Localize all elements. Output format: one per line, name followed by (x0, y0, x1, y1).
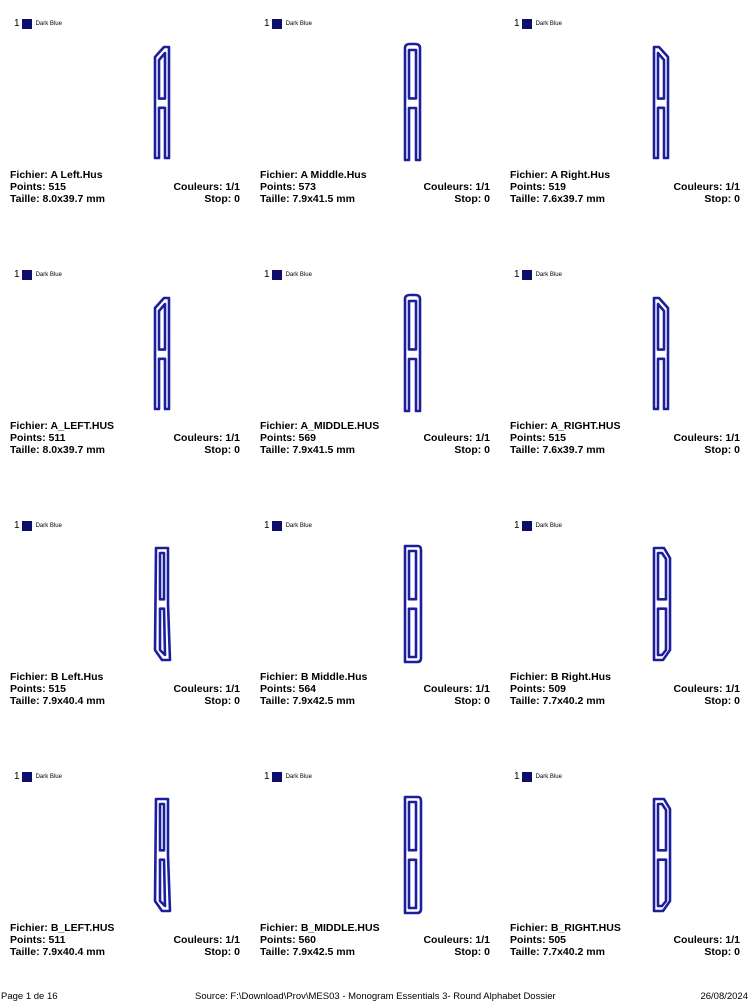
color-name: Dark Blue (535, 523, 562, 529)
file-name: Fichier: A Left.Hus (10, 169, 103, 181)
color-swatch (272, 772, 282, 782)
color-index: 1 (514, 520, 520, 531)
page-footer (0, 990, 750, 1003)
design-size: Taille: 7.7x40.2 mm (510, 946, 605, 958)
design-info (510, 420, 740, 456)
color-index: 1 (264, 771, 270, 782)
design-card (250, 502, 500, 753)
design-size: Taille: 7.9x42.5 mm (260, 946, 355, 958)
stop-count: Stop: 0 (704, 444, 740, 456)
design-info (510, 671, 740, 707)
colors-count: Couleurs: 1/1 (173, 934, 240, 946)
stop-count: Stop: 0 (704, 946, 740, 958)
color-swatch (522, 19, 532, 29)
design-size: Taille: 7.9x40.4 mm (10, 695, 105, 707)
colors-count: Couleurs: 1/1 (673, 934, 740, 946)
embroidery-letter-b-right (650, 546, 680, 667)
stitch-points: Points: 515 (10, 683, 67, 695)
color-index: 1 (514, 771, 520, 782)
color-swatch (22, 270, 32, 280)
color-name: Dark Blue (535, 21, 562, 27)
color-legend (514, 18, 562, 30)
design-card (250, 0, 500, 251)
color-legend (514, 771, 562, 783)
color-swatch (22, 772, 32, 782)
color-name: Dark Blue (35, 272, 62, 278)
file-name: Fichier: A Middle.Hus (260, 169, 367, 181)
embroidery-letter-b-right (650, 797, 680, 918)
color-index: 1 (264, 18, 270, 29)
design-size: Taille: 7.9x41.5 mm (260, 444, 355, 456)
design-card (0, 502, 250, 753)
stitch-points: Points: 564 (260, 683, 317, 695)
source-path: Source: F:\Download\Prov\MES03 - Monogram Essentials 3- Round Alphabet Dossier (195, 991, 556, 1002)
stitch-points: Points: 511 (10, 934, 66, 946)
colors-count: Couleurs: 1/1 (423, 683, 490, 695)
color-index: 1 (14, 269, 20, 280)
color-legend (14, 520, 62, 532)
design-card (250, 753, 500, 1004)
design-size: Taille: 8.0x39.7 mm (10, 193, 105, 205)
color-legend (14, 18, 62, 30)
file-name: Fichier: A_LEFT.HUS (10, 420, 115, 432)
file-name: Fichier: A_RIGHT.HUS (510, 420, 621, 432)
colors-count: Couleurs: 1/1 (423, 181, 490, 193)
design-info (510, 922, 740, 958)
stop-count: Stop: 0 (204, 193, 240, 205)
color-legend (14, 269, 62, 281)
colors-count: Couleurs: 1/1 (173, 181, 240, 193)
print-date: 26/08/2024 (700, 991, 748, 1002)
design-info (10, 671, 240, 707)
design-size: Taille: 7.6x39.7 mm (510, 193, 605, 205)
color-legend (14, 771, 62, 783)
stop-count: Stop: 0 (704, 193, 740, 205)
embroidery-letter-b-left (150, 546, 180, 667)
stitch-points: Points: 515 (10, 181, 67, 193)
color-legend (514, 269, 562, 281)
colors-count: Couleurs: 1/1 (423, 432, 490, 444)
colors-count: Couleurs: 1/1 (173, 683, 240, 695)
stop-count: Stop: 0 (204, 444, 240, 456)
design-card (0, 251, 250, 502)
file-name: Fichier: B Middle.Hus (260, 671, 368, 683)
color-swatch (272, 19, 282, 29)
design-card (0, 0, 250, 251)
file-name: Fichier: B Right.Hus (510, 671, 611, 683)
file-name: Fichier: B_LEFT.HUS (10, 922, 115, 934)
embroidery-letter-a-middle (400, 293, 430, 418)
design-info (260, 169, 490, 205)
color-index: 1 (514, 18, 520, 29)
color-name: Dark Blue (35, 523, 62, 529)
design-size: Taille: 7.9x40.4 mm (10, 946, 105, 958)
file-name: Fichier: B_MIDDLE.HUS (260, 922, 380, 934)
color-index: 1 (264, 520, 270, 531)
stop-count: Stop: 0 (454, 193, 490, 205)
stop-count: Stop: 0 (454, 444, 490, 456)
stop-count: Stop: 0 (454, 695, 490, 707)
color-swatch (522, 521, 532, 531)
color-swatch (522, 772, 532, 782)
embroidery-letter-a-right (650, 44, 680, 165)
embroidery-letter-b-left (150, 797, 180, 918)
page-number: Page 1 de 16 (1, 991, 58, 1002)
design-card (500, 251, 750, 502)
color-swatch (22, 521, 32, 531)
design-info (10, 169, 240, 205)
stitch-points: Points: 511 (10, 432, 66, 444)
embroidery-letter-b-middle (400, 544, 430, 669)
design-card (0, 753, 250, 1004)
stitch-points: Points: 515 (510, 432, 567, 444)
stitch-points: Points: 519 (510, 181, 567, 193)
design-info (260, 420, 490, 456)
stitch-points: Points: 560 (260, 934, 317, 946)
file-name: Fichier: A Right.Hus (510, 169, 611, 181)
color-swatch (272, 521, 282, 531)
stop-count: Stop: 0 (204, 695, 240, 707)
design-size: Taille: 7.7x40.2 mm (510, 695, 605, 707)
color-index: 1 (14, 771, 20, 782)
embroidery-letter-a-left (150, 295, 180, 416)
colors-count: Couleurs: 1/1 (673, 181, 740, 193)
color-legend (264, 771, 312, 783)
embroidery-letter-a-middle (400, 42, 430, 167)
design-size: Taille: 7.9x41.5 mm (260, 193, 355, 205)
design-card (500, 0, 750, 251)
stitch-points: Points: 505 (510, 934, 567, 946)
design-size: Taille: 8.0x39.7 mm (10, 444, 105, 456)
color-legend (264, 269, 312, 281)
embroidery-letter-a-left (150, 44, 180, 165)
design-size: Taille: 7.6x39.7 mm (510, 444, 605, 456)
color-swatch (22, 19, 32, 29)
embroidery-letter-a-right (650, 295, 680, 416)
color-name: Dark Blue (535, 272, 562, 278)
design-info (260, 671, 490, 707)
colors-count: Couleurs: 1/1 (673, 683, 740, 695)
stop-count: Stop: 0 (704, 695, 740, 707)
color-index: 1 (14, 520, 20, 531)
design-card (500, 502, 750, 753)
color-legend (264, 18, 312, 30)
design-size: Taille: 7.9x42.5 mm (260, 695, 355, 707)
colors-count: Couleurs: 1/1 (423, 934, 490, 946)
stitch-points: Points: 569 (260, 432, 317, 444)
file-name: Fichier: B_RIGHT.HUS (510, 922, 621, 934)
design-card (500, 753, 750, 1004)
color-name: Dark Blue (285, 21, 312, 27)
stop-count: Stop: 0 (454, 946, 490, 958)
color-name: Dark Blue (35, 21, 62, 27)
design-info (510, 169, 740, 205)
stitch-points: Points: 573 (260, 181, 317, 193)
color-legend (514, 520, 562, 532)
color-index: 1 (514, 269, 520, 280)
design-info (10, 420, 240, 456)
color-index: 1 (264, 269, 270, 280)
color-name: Dark Blue (285, 523, 312, 529)
colors-count: Couleurs: 1/1 (173, 432, 240, 444)
color-name: Dark Blue (35, 774, 62, 780)
design-card (250, 251, 500, 502)
stop-count: Stop: 0 (204, 946, 240, 958)
file-name: Fichier: A_MIDDLE.HUS (260, 420, 380, 432)
color-swatch (272, 270, 282, 280)
color-legend (264, 520, 312, 532)
design-info (260, 922, 490, 958)
color-name: Dark Blue (285, 774, 312, 780)
color-index: 1 (14, 18, 20, 29)
color-name: Dark Blue (535, 774, 562, 780)
color-name: Dark Blue (285, 272, 312, 278)
stitch-points: Points: 509 (510, 683, 567, 695)
design-info (10, 922, 240, 958)
color-swatch (522, 270, 532, 280)
file-name: Fichier: B Left.Hus (10, 671, 104, 683)
colors-count: Couleurs: 1/1 (673, 432, 740, 444)
embroidery-letter-b-middle (400, 795, 430, 920)
